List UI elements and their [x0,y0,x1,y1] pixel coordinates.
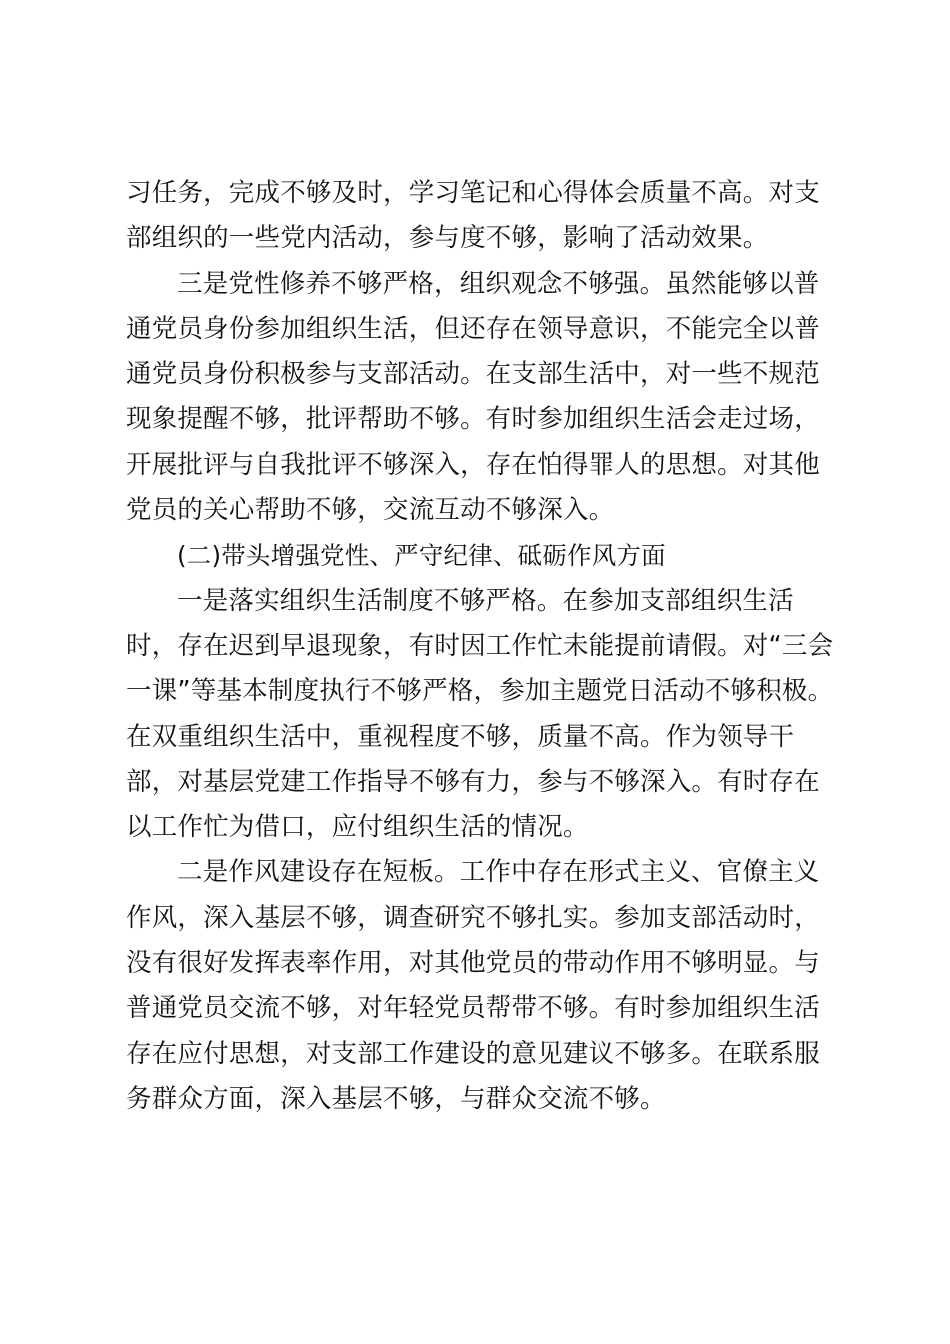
text-line: 务群众方面，深入基层不够，与群众交流不够。 [126,1083,666,1114]
paragraph-start-line: 三是党性修养不够严格，组织观念不够强。虽然能够以普 [177,268,820,299]
section-heading: (二)带头增强党性、严守纪律、砥砺作风方面 [177,541,666,571]
text-line: 现象提醒不够，批评帮助不够。有时参加组织生活会走过场， [126,404,820,435]
text-line: 通党员身份参加组织生活，但还存在领导意识，不能完全以普 [126,313,820,344]
text-line: 没有很好发挥表率作用，对其他党员的带动作用不够明显。与 [126,948,820,979]
text-line: 开展批评与自我批评不够深入，存在怕得罪人的思想。对其他 [126,449,820,480]
text-line: 一课”等基本制度执行不够严格，参加主题党日活动不够积极。 [126,676,834,707]
text-line: 存在应付思想，对支部工作建设的意见建议不够多。在联系服 [126,1038,820,1069]
text-line: 部，对基层党建工作指导不够有力，参与不够深入。有时存在 [126,766,820,797]
text-line: 部组织的一些党内活动，参与度不够，影响了活动效果。 [126,223,769,254]
text-line: 普通党员交流不够，对年轻党员帮带不够。有时参加组织生活 [126,993,820,1024]
document-body [126,171,834,1122]
text-line: 时，存在迟到早退现象，有时因工作忙未能提前请假。对“三会 [126,630,834,661]
text-line: 以工作忙为借口，应付组织生活的情况。 [126,812,589,843]
text-line: 通党员身份积极参与支部活动。在支部生活中，对一些不规范 [126,359,820,390]
text-line: 在双重组织生活中，重视程度不够，质量不高。作为领导干 [126,721,795,752]
text-line: 党员的关心帮助不够，交流互动不够深入。 [126,495,615,526]
paragraph-start-line: 二是作风建设存在短板。工作中存在形式主义、官僚主义 [177,857,820,888]
text-line: 习任务，完成不够及时，学习笔记和心得体会质量不高。对支 [126,178,820,208]
paragraph-start-line: 一是落实组织生活制度不够严格。在参加支部组织生活 [177,585,794,616]
text-line: 作风，深入基层不够，调查研究不够扎实。参加支部活动时， [126,902,820,933]
